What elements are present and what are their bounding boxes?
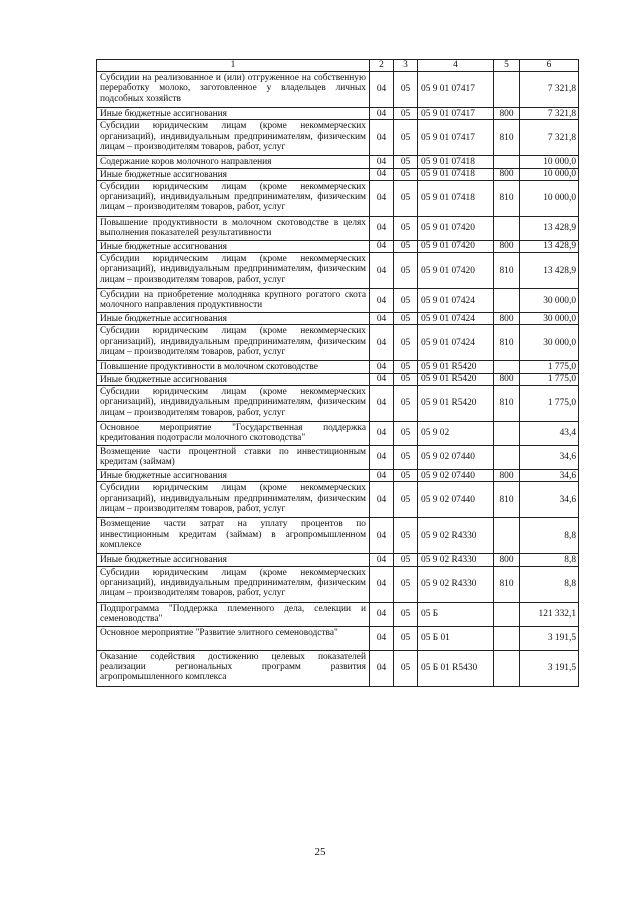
row-expense-type-cell: 800 (494, 313, 520, 325)
row-name-cell: Иные бюджетные ассигнования (97, 470, 370, 482)
row-expense-type-cell: 800 (494, 240, 520, 252)
row-section-cell: 04 (370, 313, 394, 325)
row-target-code-cell: 05 9 01 07424 (418, 325, 494, 361)
row-name-cell: Основное мероприятие "Государственная поддержка кредитования подотрасли молочного скотоводства" (97, 422, 370, 446)
row-name-cell: Иные бюджетные ассигнования (97, 373, 370, 385)
row-name-cell: Субсидии юридическим лицам (кроме некоммерческих организаций), индивидуальным предпринимателям, физическим лицам – производителям товаров, работ, услуг (97, 180, 370, 216)
row-subsection-cell: 05 (394, 602, 418, 626)
row-target-code-cell: 05 9 01 07418 (418, 168, 494, 180)
row-name-cell: Иные бюджетные ассигнования (97, 313, 370, 325)
page-number: 25 (314, 846, 326, 858)
row-section-cell: 04 (370, 518, 394, 554)
row-name-cell: Подпрограмма "Поддержка племенного дела, селекции и семеноводства" (97, 602, 370, 626)
row-section-cell: 04 (370, 422, 394, 446)
header-col-4: 4 (418, 60, 494, 72)
row-subsection-cell: 05 (394, 240, 418, 252)
row-section-cell: 04 (370, 386, 394, 422)
row-target-code-cell: 05 9 01 07417 (418, 108, 494, 120)
row-subsection-cell: 05 (394, 446, 418, 470)
row-subsection-cell: 05 (394, 554, 418, 566)
row-name-cell: Субсидии юридическим лицам (кроме некоммерческих организаций), индивидуальным предпринимателям, физическим лицам – производителям товаров, работ, услуг (97, 386, 370, 422)
row-subsection-cell: 05 (394, 168, 418, 180)
row-target-code-cell: 05 9 02 07440 (418, 482, 494, 518)
row-section-cell: 04 (370, 180, 394, 216)
table-row (97, 554, 579, 566)
row-subsection-cell: 05 (394, 216, 418, 240)
row-name-cell: Содержание коров молочного направления (97, 156, 370, 168)
table-row (97, 120, 579, 156)
table-row (97, 168, 579, 180)
row-amount-cell: 34,6 (520, 482, 579, 518)
row-subsection-cell: 05 (394, 72, 418, 108)
table-row (97, 566, 579, 602)
row-name-cell: Повышение продуктивности в молочном скотоводстве (97, 361, 370, 373)
row-expense-type-cell (494, 518, 520, 554)
row-target-code-cell: 05 Б (418, 602, 494, 626)
row-expense-type-cell: 810 (494, 325, 520, 361)
row-amount-cell: 43,4 (520, 422, 579, 446)
row-name-cell: Основное мероприятие "Развитие элитного семеноводства" (97, 626, 370, 650)
row-name-cell: Субсидии на реализованное и (или) отгруженное на собственную переработку молоко, заготовленное у владельцев личных подсобных хозяйств (97, 72, 370, 108)
row-subsection-cell: 05 (394, 361, 418, 373)
table-row (97, 289, 579, 313)
table-row (97, 180, 579, 216)
row-subsection-cell: 05 (394, 325, 418, 361)
row-name-cell: Иные бюджетные ассигнования (97, 108, 370, 120)
row-expense-type-cell (494, 156, 520, 168)
row-amount-cell: 10 000,0 (520, 156, 579, 168)
row-expense-type-cell: 810 (494, 482, 520, 518)
row-expense-type-cell (494, 72, 520, 108)
row-section-cell: 04 (370, 72, 394, 108)
row-section-cell: 04 (370, 482, 394, 518)
row-target-code-cell: 05 9 01 07420 (418, 240, 494, 252)
row-expense-type-cell: 810 (494, 120, 520, 156)
table-row (97, 325, 579, 361)
row-amount-cell: 3 191,5 (520, 650, 579, 686)
table-row (97, 313, 579, 325)
table-row (97, 373, 579, 385)
row-section-cell: 04 (370, 325, 394, 361)
row-amount-cell: 30 000,0 (520, 289, 579, 313)
row-amount-cell: 7 321,8 (520, 108, 579, 120)
row-section-cell: 04 (370, 289, 394, 313)
row-name-cell: Оказание содействия достижению целевых показателей реализации региональных программ развития агропромышленного комплекса (97, 650, 370, 686)
row-target-code-cell: 05 9 01 07417 (418, 120, 494, 156)
row-name-cell: Повышение продуктивности в молочном скотоводстве в целях выполнения показателей результативности (97, 216, 370, 240)
row-expense-type-cell: 800 (494, 108, 520, 120)
table-header-row (97, 60, 579, 72)
row-section-cell: 04 (370, 240, 394, 252)
row-amount-cell: 121 332,1 (520, 602, 579, 626)
row-amount-cell: 3 191,5 (520, 626, 579, 650)
row-subsection-cell: 05 (394, 482, 418, 518)
table-row (97, 518, 579, 554)
row-subsection-cell: 05 (394, 373, 418, 385)
row-name-cell: Субсидии юридическим лицам (кроме некоммерческих организаций), индивидуальным предпринимателям, физическим лицам – производителям товаров, работ, услуг (97, 325, 370, 361)
row-target-code-cell: 05 9 01 07418 (418, 180, 494, 216)
row-amount-cell: 34,6 (520, 446, 579, 470)
row-amount-cell: 7 321,8 (520, 72, 579, 108)
row-name-cell: Субсидии на приобретение молодняка крупного рогатого скота молочного направления продуктивности (97, 289, 370, 313)
row-amount-cell: 34,6 (520, 470, 579, 482)
row-target-code-cell: 05 9 01 R5420 (418, 361, 494, 373)
row-section-cell: 04 (370, 446, 394, 470)
row-amount-cell: 13 428,9 (520, 240, 579, 252)
row-amount-cell: 10 000,0 (520, 168, 579, 180)
row-amount-cell: 1 775,0 (520, 361, 579, 373)
table-row (97, 602, 579, 626)
row-section-cell: 04 (370, 361, 394, 373)
row-subsection-cell: 05 (394, 180, 418, 216)
row-expense-type-cell: 800 (494, 554, 520, 566)
table-row (97, 650, 579, 686)
header-col-3: 3 (394, 60, 418, 72)
row-name-cell: Иные бюджетные ассигнования (97, 168, 370, 180)
row-target-code-cell: 05 9 01 R5420 (418, 386, 494, 422)
row-expense-type-cell: 800 (494, 168, 520, 180)
row-name-cell: Возмещение части затрат на уплату процентов по инвестиционным кредитам (займам) в агропромышленном комплексе (97, 518, 370, 554)
row-subsection-cell: 05 (394, 650, 418, 686)
row-subsection-cell: 05 (394, 518, 418, 554)
row-expense-type-cell (494, 289, 520, 313)
row-section-cell: 04 (370, 168, 394, 180)
header-col-2: 2 (370, 60, 394, 72)
table-row (97, 446, 579, 470)
row-target-code-cell: 05 9 01 07424 (418, 313, 494, 325)
row-amount-cell: 7 321,8 (520, 120, 579, 156)
row-name-cell: Иные бюджетные ассигнования (97, 240, 370, 252)
row-expense-type-cell (494, 422, 520, 446)
header-col-6: 6 (520, 60, 579, 72)
row-section-cell: 04 (370, 216, 394, 240)
table-row (97, 216, 579, 240)
row-section-cell: 04 (370, 253, 394, 289)
row-amount-cell: 10 000,0 (520, 180, 579, 216)
row-target-code-cell: 05 Б 01 (418, 626, 494, 650)
row-name-cell: Субсидии юридическим лицам (кроме некоммерческих организаций), индивидуальным предпринимателям, физическим лицам – производителям товаров, работ, услуг (97, 253, 370, 289)
row-subsection-cell: 05 (394, 422, 418, 446)
budget-table-body (97, 60, 579, 687)
header-col-5: 5 (494, 60, 520, 72)
row-section-cell: 04 (370, 626, 394, 650)
row-name-cell: Иные бюджетные ассигнования (97, 554, 370, 566)
table-row (97, 386, 579, 422)
row-section-cell: 04 (370, 650, 394, 686)
table-row (97, 626, 579, 650)
row-amount-cell: 1 775,0 (520, 373, 579, 385)
row-expense-type-cell: 810 (494, 253, 520, 289)
table-row (97, 72, 579, 108)
row-target-code-cell: 05 9 02 07440 (418, 470, 494, 482)
row-target-code-cell: 05 9 02 R4330 (418, 566, 494, 602)
row-target-code-cell: 05 9 01 07420 (418, 253, 494, 289)
row-subsection-cell: 05 (394, 626, 418, 650)
row-name-cell: Субсидии юридическим лицам (кроме некоммерческих организаций), индивидуальным предпринимателям, физическим лицам – производителям товаров, работ, услуг (97, 120, 370, 156)
row-expense-type-cell (494, 650, 520, 686)
table-row (97, 470, 579, 482)
row-amount-cell: 1 775,0 (520, 386, 579, 422)
table-row (97, 482, 579, 518)
row-section-cell: 04 (370, 602, 394, 626)
row-amount-cell: 8,8 (520, 554, 579, 566)
row-section-cell: 04 (370, 120, 394, 156)
row-name-cell: Субсидии юридическим лицам (кроме некоммерческих организаций), индивидуальным предпринимателям, физическим лицам – производителям товаров, работ, услуг (97, 566, 370, 602)
table-row (97, 240, 579, 252)
row-amount-cell: 13 428,9 (520, 216, 579, 240)
budget-table-container (96, 59, 578, 687)
row-amount-cell: 8,8 (520, 566, 579, 602)
row-section-cell: 04 (370, 373, 394, 385)
row-section-cell: 04 (370, 108, 394, 120)
row-subsection-cell: 05 (394, 253, 418, 289)
row-expense-type-cell: 800 (494, 470, 520, 482)
table-row (97, 361, 579, 373)
table-row (97, 156, 579, 168)
row-target-code-cell: 05 9 01 07417 (418, 72, 494, 108)
row-target-code-cell: 05 9 02 07440 (418, 446, 494, 470)
row-subsection-cell: 05 (394, 120, 418, 156)
row-subsection-cell: 05 (394, 470, 418, 482)
row-subsection-cell: 05 (394, 386, 418, 422)
row-expense-type-cell (494, 602, 520, 626)
row-expense-type-cell (494, 446, 520, 470)
row-target-code-cell: 05 9 01 07420 (418, 216, 494, 240)
table-row (97, 108, 579, 120)
row-target-code-cell: 05 9 01 07418 (418, 156, 494, 168)
row-name-cell: Субсидии юридическим лицам (кроме некоммерческих организаций), индивидуальным предпринимателям, физическим лицам – производителям товаров, работ, услуг (97, 482, 370, 518)
row-target-code-cell: 05 9 02 R4330 (418, 554, 494, 566)
row-subsection-cell: 05 (394, 313, 418, 325)
row-expense-type-cell (494, 216, 520, 240)
row-expense-type-cell: 810 (494, 386, 520, 422)
row-target-code-cell: 05 9 01 07424 (418, 289, 494, 313)
row-expense-type-cell: 800 (494, 373, 520, 385)
row-subsection-cell: 05 (394, 108, 418, 120)
row-expense-type-cell (494, 626, 520, 650)
row-section-cell: 04 (370, 554, 394, 566)
row-section-cell: 04 (370, 156, 394, 168)
row-amount-cell: 13 428,9 (520, 253, 579, 289)
table-row (97, 422, 579, 446)
row-expense-type-cell: 810 (494, 180, 520, 216)
row-subsection-cell: 05 (394, 566, 418, 602)
row-amount-cell: 8,8 (520, 518, 579, 554)
row-expense-type-cell: 810 (494, 566, 520, 602)
row-amount-cell: 30 000,0 (520, 313, 579, 325)
header-col-1: 1 (97, 60, 370, 72)
row-section-cell: 04 (370, 566, 394, 602)
row-section-cell: 04 (370, 470, 394, 482)
table-row (97, 253, 579, 289)
row-target-code-cell: 05 9 02 R4330 (418, 518, 494, 554)
row-target-code-cell: 05 9 02 (418, 422, 494, 446)
row-expense-type-cell (494, 361, 520, 373)
row-subsection-cell: 05 (394, 289, 418, 313)
budget-table (96, 59, 579, 687)
row-target-code-cell: 05 Б 01 R5430 (418, 650, 494, 686)
row-name-cell: Возмещение части процентной ставки по инвестиционным кредитам (займам) (97, 446, 370, 470)
row-target-code-cell: 05 9 01 R5420 (418, 373, 494, 385)
row-amount-cell: 30 000,0 (520, 325, 579, 361)
row-subsection-cell: 05 (394, 156, 418, 168)
